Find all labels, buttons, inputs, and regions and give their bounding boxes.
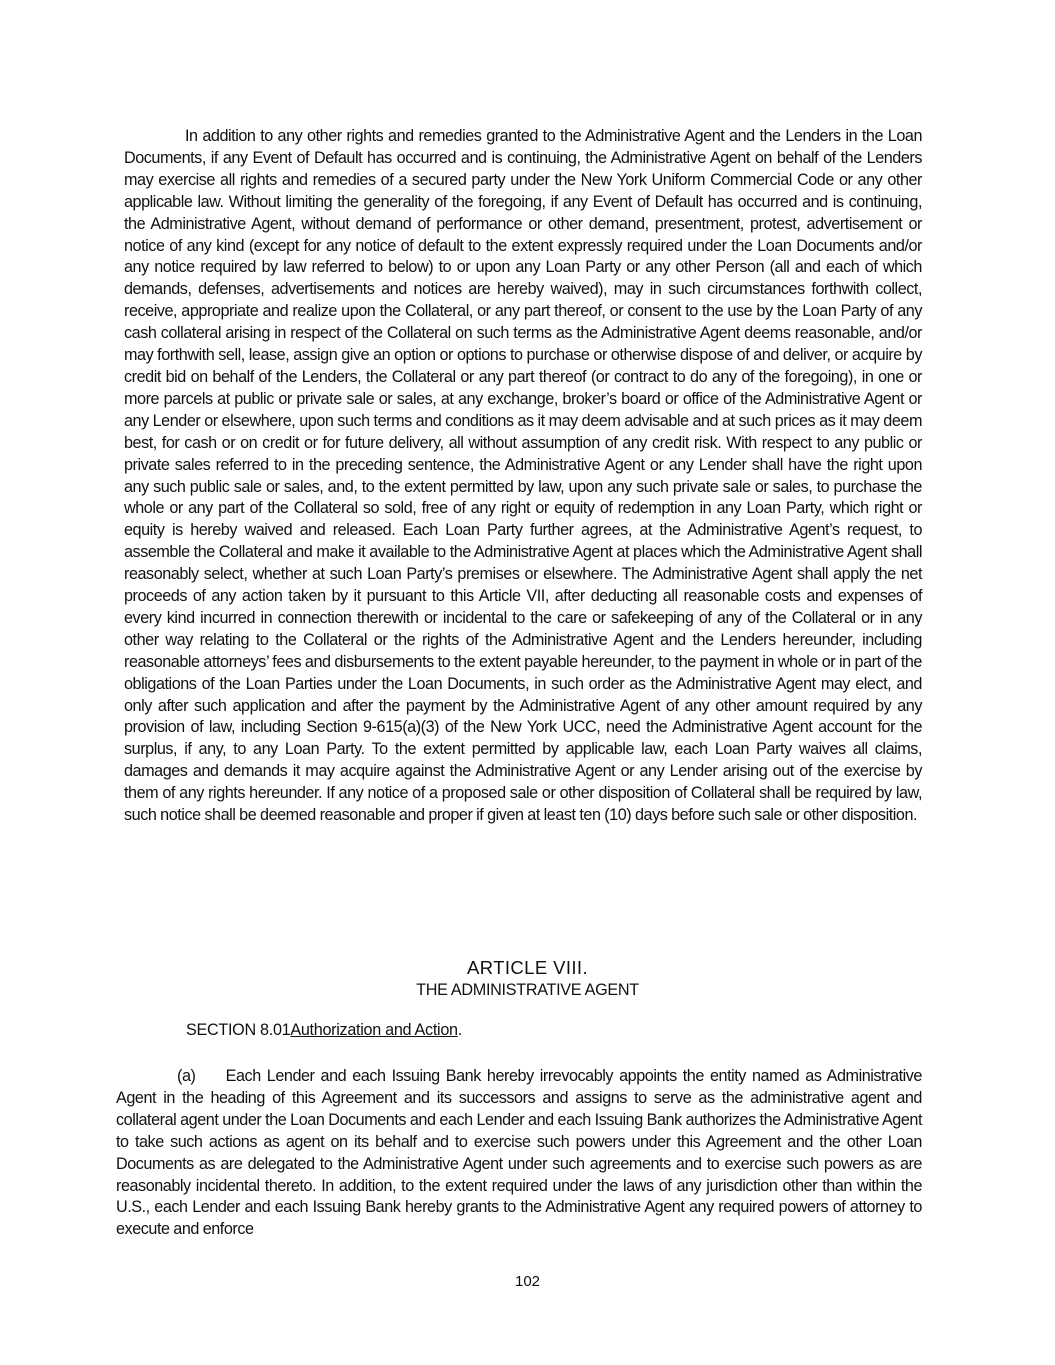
section-title: Authorization and Action — [290, 1021, 458, 1039]
page-number: 102 — [514, 1273, 541, 1290]
section-title-suffix: . — [457, 1021, 462, 1039]
remedies-paragraph: In addition to any other rights and remedies granted to the Administrative Agent and the Lenders in the Loan Documents, if any Event of Default has occurred and is continuing, the Administrative Agent on behalf of the Lenders may exercise all rights and remedies of a secured party under the New York Uniform Commercial Code or any other applicable law. Without limiting the generality of the foregoing, if any Event of Default has occurred and is continuing, the Administrative Agent, without demand of performance or other demand, presentment, protest, advertisement or notice of any kind (except for any notice of default to the extent expressly required under the Loan Documents and/or any notice required by law referred to below) to or upon any Loan Party or any other Person (all and each of which demands, defenses, advertisements and notices are hereby waived), may in such circumstances forthwith collect, receive, appropriate and realize upon the Collateral, or any part thereof, or consent to the use by the Loan Party of any cash collateral arising in respect of the Collateral on such terms as the Administrative Agent deems reasonable, and/or may forthwith sell, lease, assign give an option or options to purchase or otherwise dispose of and deliver, or acquire by credit bid on behalf of the Lenders, the Collateral or any part thereof (or contract to do any of the foregoing), in one or more parcels at public or private sale or sales, at any exchange, broker’s board or office of the Administrative Agent or any Lender or elsewhere, upon such terms and conditions as it may deem advisable and at such prices as it may deem best, for cash or on credit or for future delivery, all without assumption of any credit risk. With respect to any public or private sales referred to in the preceding sentence, the Administrative Agent or any Lender shall have the right upon any such public sale or sales, and, to the extent permitted by law, upon any such private sale or sales, to purchase the whole or any part of the Collateral so sold, free of any right or equity of redemption in any Loan Party, which right or equity is hereby waived and released. Each Loan Party further agrees, at the Administrative Agent’s request, to assemble the Collateral and make it available to the Administrative Agent at places which the Administrative Agent shall reasonably select, whether at such Loan Party’s premises or elsewhere. The Administrative Agent shall apply the net proceeds of any action taken by it pursuant to this Article VII, after deducting all reasonable costs and expenses of every kind incurred in connection therewith or incidental to the care or safekeeping of any of the Collateral or in any other way relating to the Collateral or the rights of the Administrative Agent and the Lenders hereunder, including reasonable attorneys’ fees and disbursements to the extent payable hereunder, to the payment in whole or in part of the obligations of the Loan Parties under the Loan Documents, in such order as the Administrative Agent may elect, and only after such application and after the payment by the Administrative Agent of any other amount required by any provision of law, including Section 9-615(a)(3) of the New York UCC, need the Administrative Agent account for the surplus, if any, to any Loan Party. To the extent permitted by applicable law, each Loan Party waives all claims, damages and demands it may acquire against the Administrative Agent or any Lender arising out of the exercise by them of any rights hereunder. If any notice of a proposed sale or other disposition of Collateral shall be required by law, such notice shall be deemed reasonable and proper if given at least ten (10) days before such sale or other disposition. — [124, 127, 922, 825]
article-subheading: THE ADMINISTRATIVE AGENT — [416, 981, 639, 999]
section-heading — [186, 1021, 462, 1040]
article-heading: ARTICLE VIII. — [466, 957, 589, 978]
authorization-paragraph: (a) Each Lender and each Issuing Bank hereby irrevocably appoints the entity named as Administrative Agent in the heading of this Agreement and its successors and assigns to serve as the administrative agent and collateral agent under the Loan Documents and each Lender and each Issuing Bank authorizes the Administrative Agent to take such actions as agent on its behalf and to exercise such powers under this Agreement and the other Loan Documents as are delegated to the Administrative Agent under such agreements and to exercise such powers as are reasonably incidental thereto. In addition, to the extent required under the laws of any jurisdiction other than within the U.S., each Lender and each Issuing Bank hereby grants to the Administrative Agent any required powers of attorney to execute and enforce — [116, 1067, 926, 1239]
section-number: SECTION 8.01 — [186, 1021, 291, 1039]
